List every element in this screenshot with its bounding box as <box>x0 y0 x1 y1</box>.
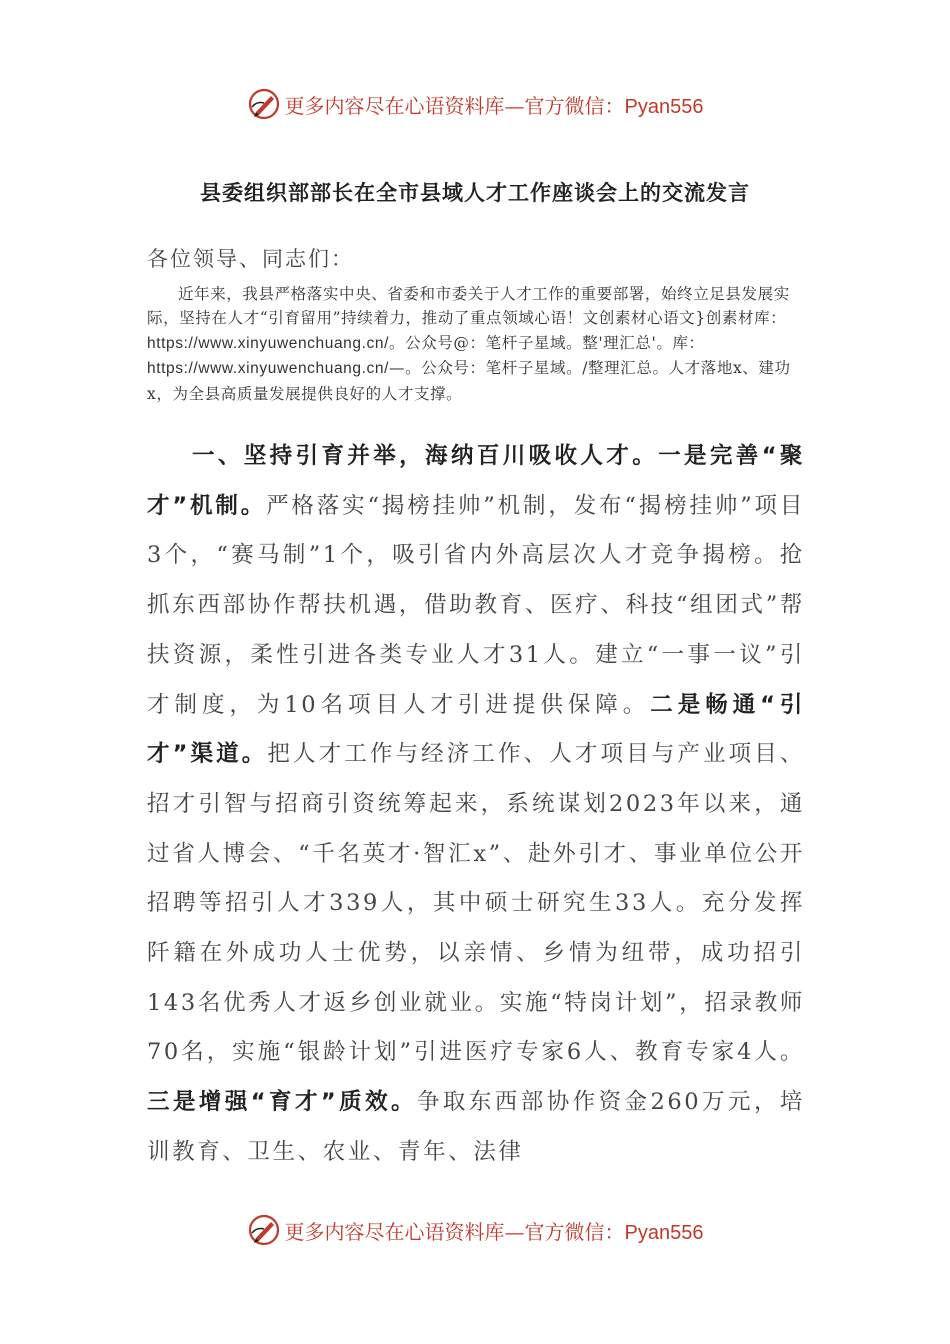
section-one-paragraph <box>147 432 805 1178</box>
header-banner <box>0 84 950 124</box>
point-title: 三是增强“育才”质效。 <box>147 1089 417 1116</box>
pen-logo-icon <box>247 87 281 121</box>
point-text: 严格落实“揭榜挂帅”机制，发布“揭榜挂帅”项目3个，“赛马制”1个，吸引省内外高层次人才竞争揭榜。抢抓东西部协作帮扶机遇，借助教育、医疗、科技“组团式”帮扶资源，柔性引进各类专业人才31人。建立“一事一议”引才制度，为10名项目人才引进提供保障。 <box>147 492 806 718</box>
greeting: 各位领导、同志们： <box>147 247 354 271</box>
document-title: 县委组织部部长在全市县域人才工作座谈会上的交流发言 <box>200 180 750 205</box>
section-heading: 一、坚持引育并举，海纳百川吸收人才。 <box>192 443 659 469</box>
point-text: 把人才工作与经济工作、人才项目与产业项目、招才引智与招商引资统筹起来，系统谋划2023年以来，通过省人博会、“千名英才·智汇x”、赴外引才、事业单位公开招聘等招引人才339人，其中硕士研究生33人。充分发挥阡籍在外成功人士优势，以亲情、乡情为纽带，成功招引143名优秀人才返乡创业就业。实施“特岗计划”，招录教师70名，实施“银龄计划”引进医疗专家6人、教育专家4人。 <box>147 741 805 1066</box>
url-link: https://www.xinyuwenchuang.cn/ <box>147 334 390 352</box>
banner-text: 更多内容尽在心语资料库—官方微信：Pyan556 <box>284 93 704 118</box>
url-link: https://www.xinyuwenchuang.cn/ <box>147 360 390 378</box>
point-text: 争取东西部协作资金260万元，培训教育、卫生、农业、青年、法律 <box>147 1089 805 1165</box>
intro-paragraph: 近年来，我县严格落实中央、省委和市委关于人才工作的重要部署，始终立足县发展实际，坚持在人才“引育留用”持续着力，推动了重点领域心语！文创素材心语文}创素材库：https://www.xinyuwenchuang.cn/。公众号@：笔杆子星域。整'理汇总'。库：https://www.xinyuwenchuang.cn/—。公众号：笔杆子星域。/整理汇总。人才落地x、建功x，为全县高质量发展提供良好的人才支撑。 <box>147 285 791 403</box>
point-title: 一是完善“聚才”机制。 <box>147 443 805 519</box>
footer-banner <box>0 1210 950 1250</box>
point-title: 二是畅通“引才”渠道。 <box>147 691 806 768</box>
pen-logo-icon <box>247 1213 281 1247</box>
banner-text: 更多内容尽在心语资料库—官方微信：Pyan556 <box>284 1219 704 1244</box>
